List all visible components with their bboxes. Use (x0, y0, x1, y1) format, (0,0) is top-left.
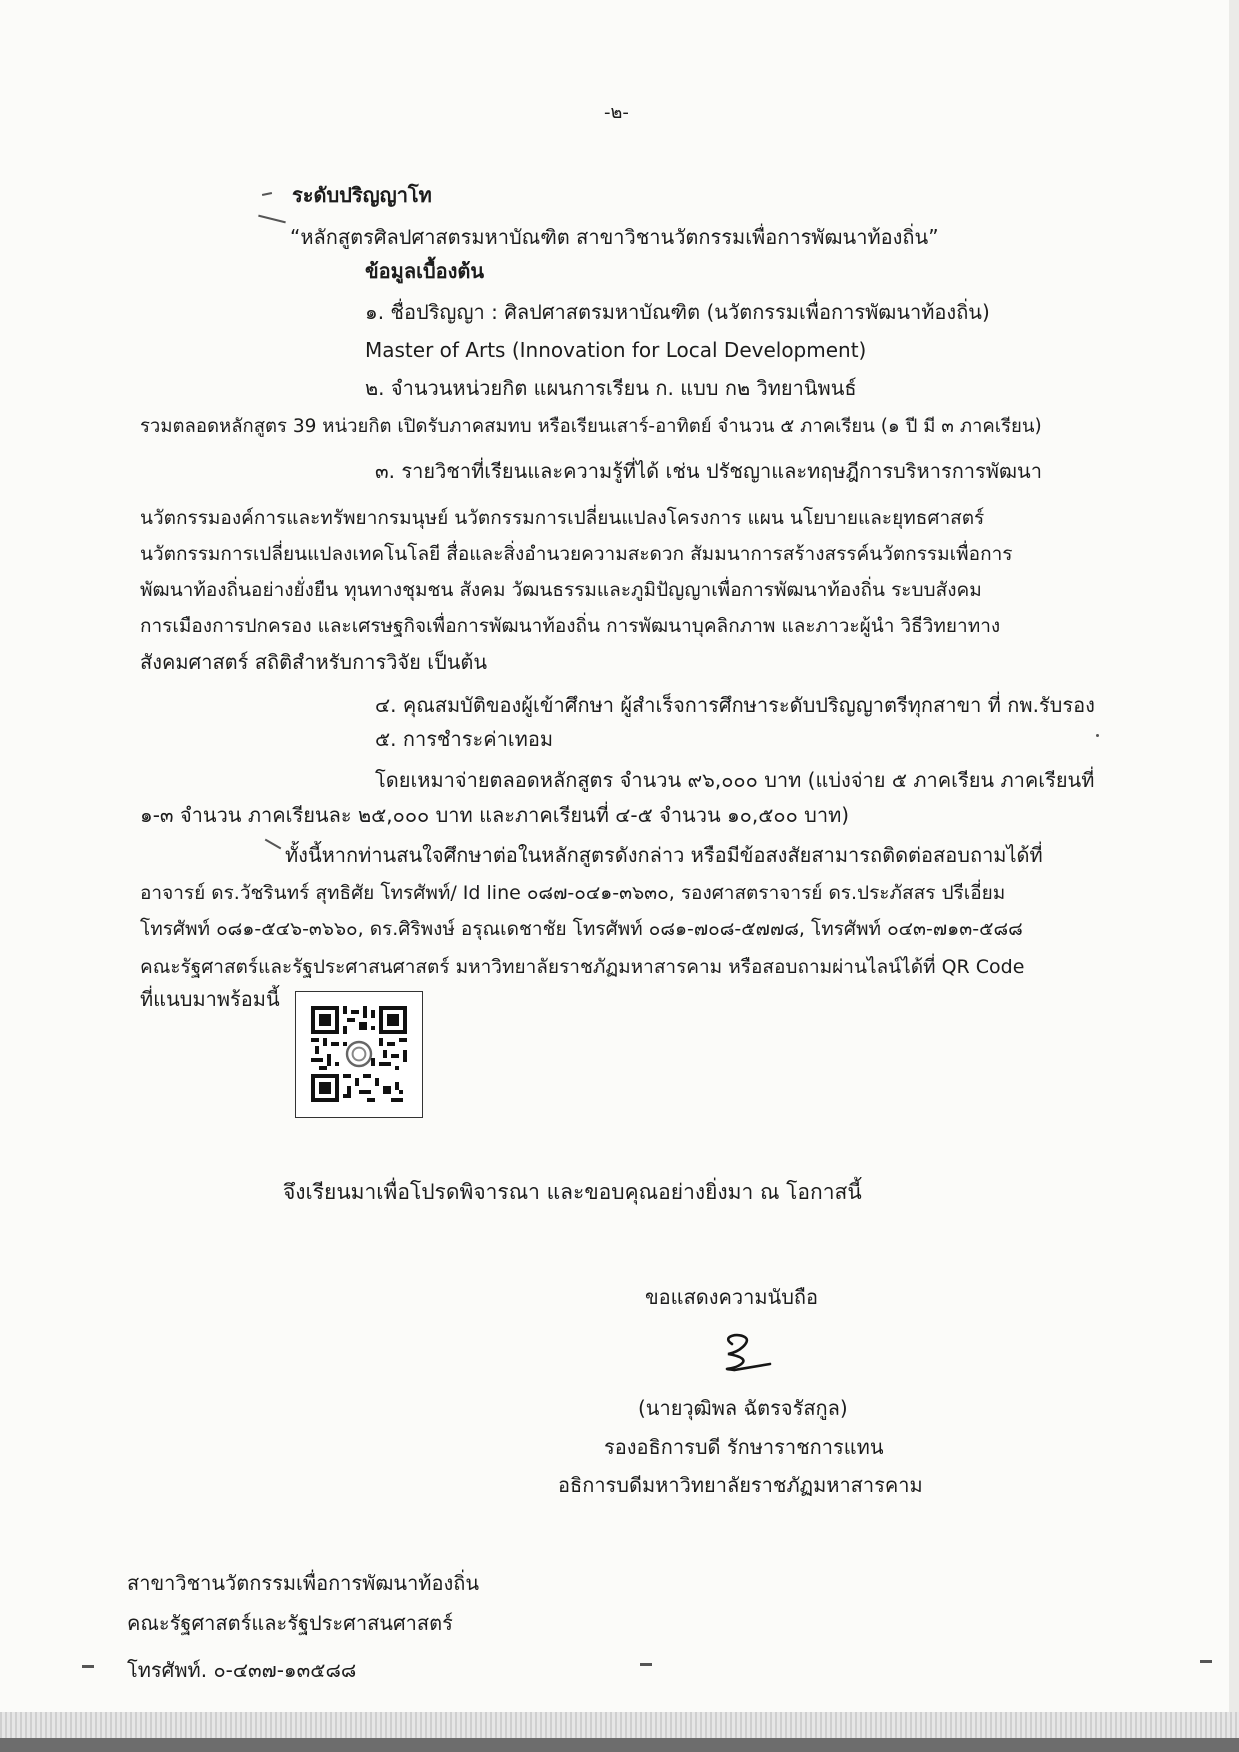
degree-name-line: ๑. ชื่อปริญญา : ศิลปศาสตรมหาบัณฑิต (นวัตกรรมเพื่อการพัฒนาท้องถิ่น) (365, 300, 990, 324)
scan-mark (640, 1663, 652, 1666)
subjects-line: นวัตกรรมการเปลี่ยนแปลงเทคโนโลยี สื่อและสิ่งอำนวยความสะดวก สัมมนาการสร้างสรรค์นวัตกรรมเพื่อการ (140, 543, 1013, 565)
qr-code-icon (311, 1006, 407, 1102)
subjects-line: สังคมศาสตร์ สถิติสำหรับการวิจัย เป็นต้น (140, 650, 488, 674)
subjects-line: พัฒนาท้องถิ่นอย่างยั่งยืน ทุนทางชุมชน สังคม วัฒนธรรมและภูมิปัญญาเพื่อการพัฒนาท้องถิ่น ระบบสังคม (140, 579, 982, 601)
page-number: -๒- (604, 102, 629, 123)
scan-mark (258, 215, 286, 224)
qr-code-icon[interactable] (295, 991, 423, 1118)
degree-level-heading: ระดับปริญญาโท (292, 183, 432, 207)
subjects-line: การเมืองการปกครอง และเศรษฐกิจเพื่อการพัฒนาท้องถิ่น การพัฒนาบุคลิกภาพ และภาวะผู้นำ วิธีวิทยาทาง (140, 615, 1001, 637)
scan-mark (265, 839, 282, 850)
subjects-line: ๓. รายวิชาที่เรียนและความรู้ที่ได้ เช่น ปรัชญาและทฤษฎีการบริหารการพัฒนา (375, 459, 1042, 483)
tuition-line: โดยเหมาจ่ายตลอดหลักสูตร จำนวน ๙๖,๐๐๐ บาท (แบ่งจ่าย ๕ ภาคเรียน ภาคเรียนที่ (375, 768, 1095, 792)
closing-sentence: จึงเรียนมาเพื่อโปรดพิจารณา และขอบคุณอย่างยิ่งมา ณ โอกาสนี้ (283, 1180, 862, 1204)
basic-info-heading: ข้อมูลเบื้องต้น (365, 259, 485, 283)
contact-line: ที่แนบมาพร้อมนี้ (140, 987, 280, 1011)
tuition-heading: ๕. การชำระค่าเทอม (375, 727, 554, 751)
signatory-position: รองอธิการบดี รักษาราชการแทน (604, 1435, 884, 1459)
scan-mark (1200, 1660, 1212, 1663)
scan-mark (262, 192, 272, 196)
contact-line: ทั้งนี้หากท่านสนใจศึกษาต่อในหลักสูตรดังกล่าว หรือมีข้อสงสัยสามารถติดต่อสอบถามได้ที่ (285, 843, 1043, 867)
credits-detail: รวมตลอดหลักสูตร 39 หน่วยกิต เปิดรับภาคสมทบ หรือเรียนเสาร์-อาทิตย์ จำนวน ๕ ภาคเรียน (๑ ปี มี ๓ ภาคเรียน) (140, 416, 1042, 437)
signatory-name: (นายวุฒิพล ฉัตรจรัสกูล) (638, 1396, 848, 1420)
footer-phone: โทรศัพท์. ๐-๔๓๗-๑๓๕๘๘ (127, 1658, 357, 1682)
regards: ขอแสดงความนับถือ (645, 1285, 819, 1309)
signatory-position: อธิการบดีมหาวิทยาลัยราชภัฏมหาสารคาม (558, 1473, 923, 1497)
qualification-line: ๔. คุณสมบัติของผู้เข้าศึกษา ผู้สำเร็จการศึกษาระดับปริญญาตรีทุกสาขา ที่ กพ.รับรอง (375, 693, 1095, 717)
degree-english-name: Master of Arts (Innovation for Local Development) (365, 338, 867, 362)
signature-icon (710, 1330, 790, 1386)
scan-edge-bottom (0, 1712, 1239, 1752)
subjects-line: นวัตกรรมองค์การและทรัพยากรมนุษย์ นวัตกรรมการเปลี่ยนแปลงโครงการ แผน นโยบายและยุทธศาสตร์ (140, 507, 985, 529)
contact-line: คณะรัฐศาสตร์และรัฐประศาสนศาสตร์ มหาวิทยาลัยราชภัฏมหาสารคาม หรือสอบถามผ่านไลน์ได้ที่ QR Code (140, 956, 1025, 978)
signature-icon (710, 1330, 790, 1390)
program-title: “หลักสูตรศิลปศาสตรมหาบัณฑิต สาขาวิชานวัตกรรมเพื่อการพัฒนาท้องถิ่น” (290, 225, 939, 249)
scan-mark (1096, 734, 1099, 737)
contact-line: โทรศัพท์ ๐๘๑-๕๔๖-๓๖๖๐, ดร.ศิริพงษ์ อรุณเดชาชัย โทรศัพท์ ๐๘๑-๗๐๘-๕๗๗๘, โทรศัพท์ ๐๔๓-๗๑๓-๕๘๘ (140, 918, 1023, 940)
footer-faculty: คณะรัฐศาสตร์และรัฐประศาสนศาสตร์ (127, 1611, 453, 1635)
tuition-line: ๑-๓ จำนวน ภาคเรียนละ ๒๕,๐๐๐ บาท และภาคเรียนที่ ๔-๕ จำนวน ๑๐,๕๐๐ บาท) (140, 803, 850, 827)
contact-line: อาจารย์ ดร.วัชรินทร์ สุทธิศัย โทรศัพท์/ Id line ๐๘๗-๐๔๑-๓๖๓๐, รองศาสตราจารย์ ดร.ประภัสสร ปรีเอี่ยม (140, 882, 1006, 904)
footer-department: สาขาวิชานวัตกรรมเพื่อการพัฒนาท้องถิ่น (127, 1571, 480, 1595)
scan-mark (82, 1665, 94, 1668)
scan-edge-right (1229, 0, 1239, 1712)
credits-line: ๒. จำนวนหน่วยกิต แผนการเรียน ก. แบบ ก๒ วิทยานิพนธ์ (365, 376, 857, 400)
